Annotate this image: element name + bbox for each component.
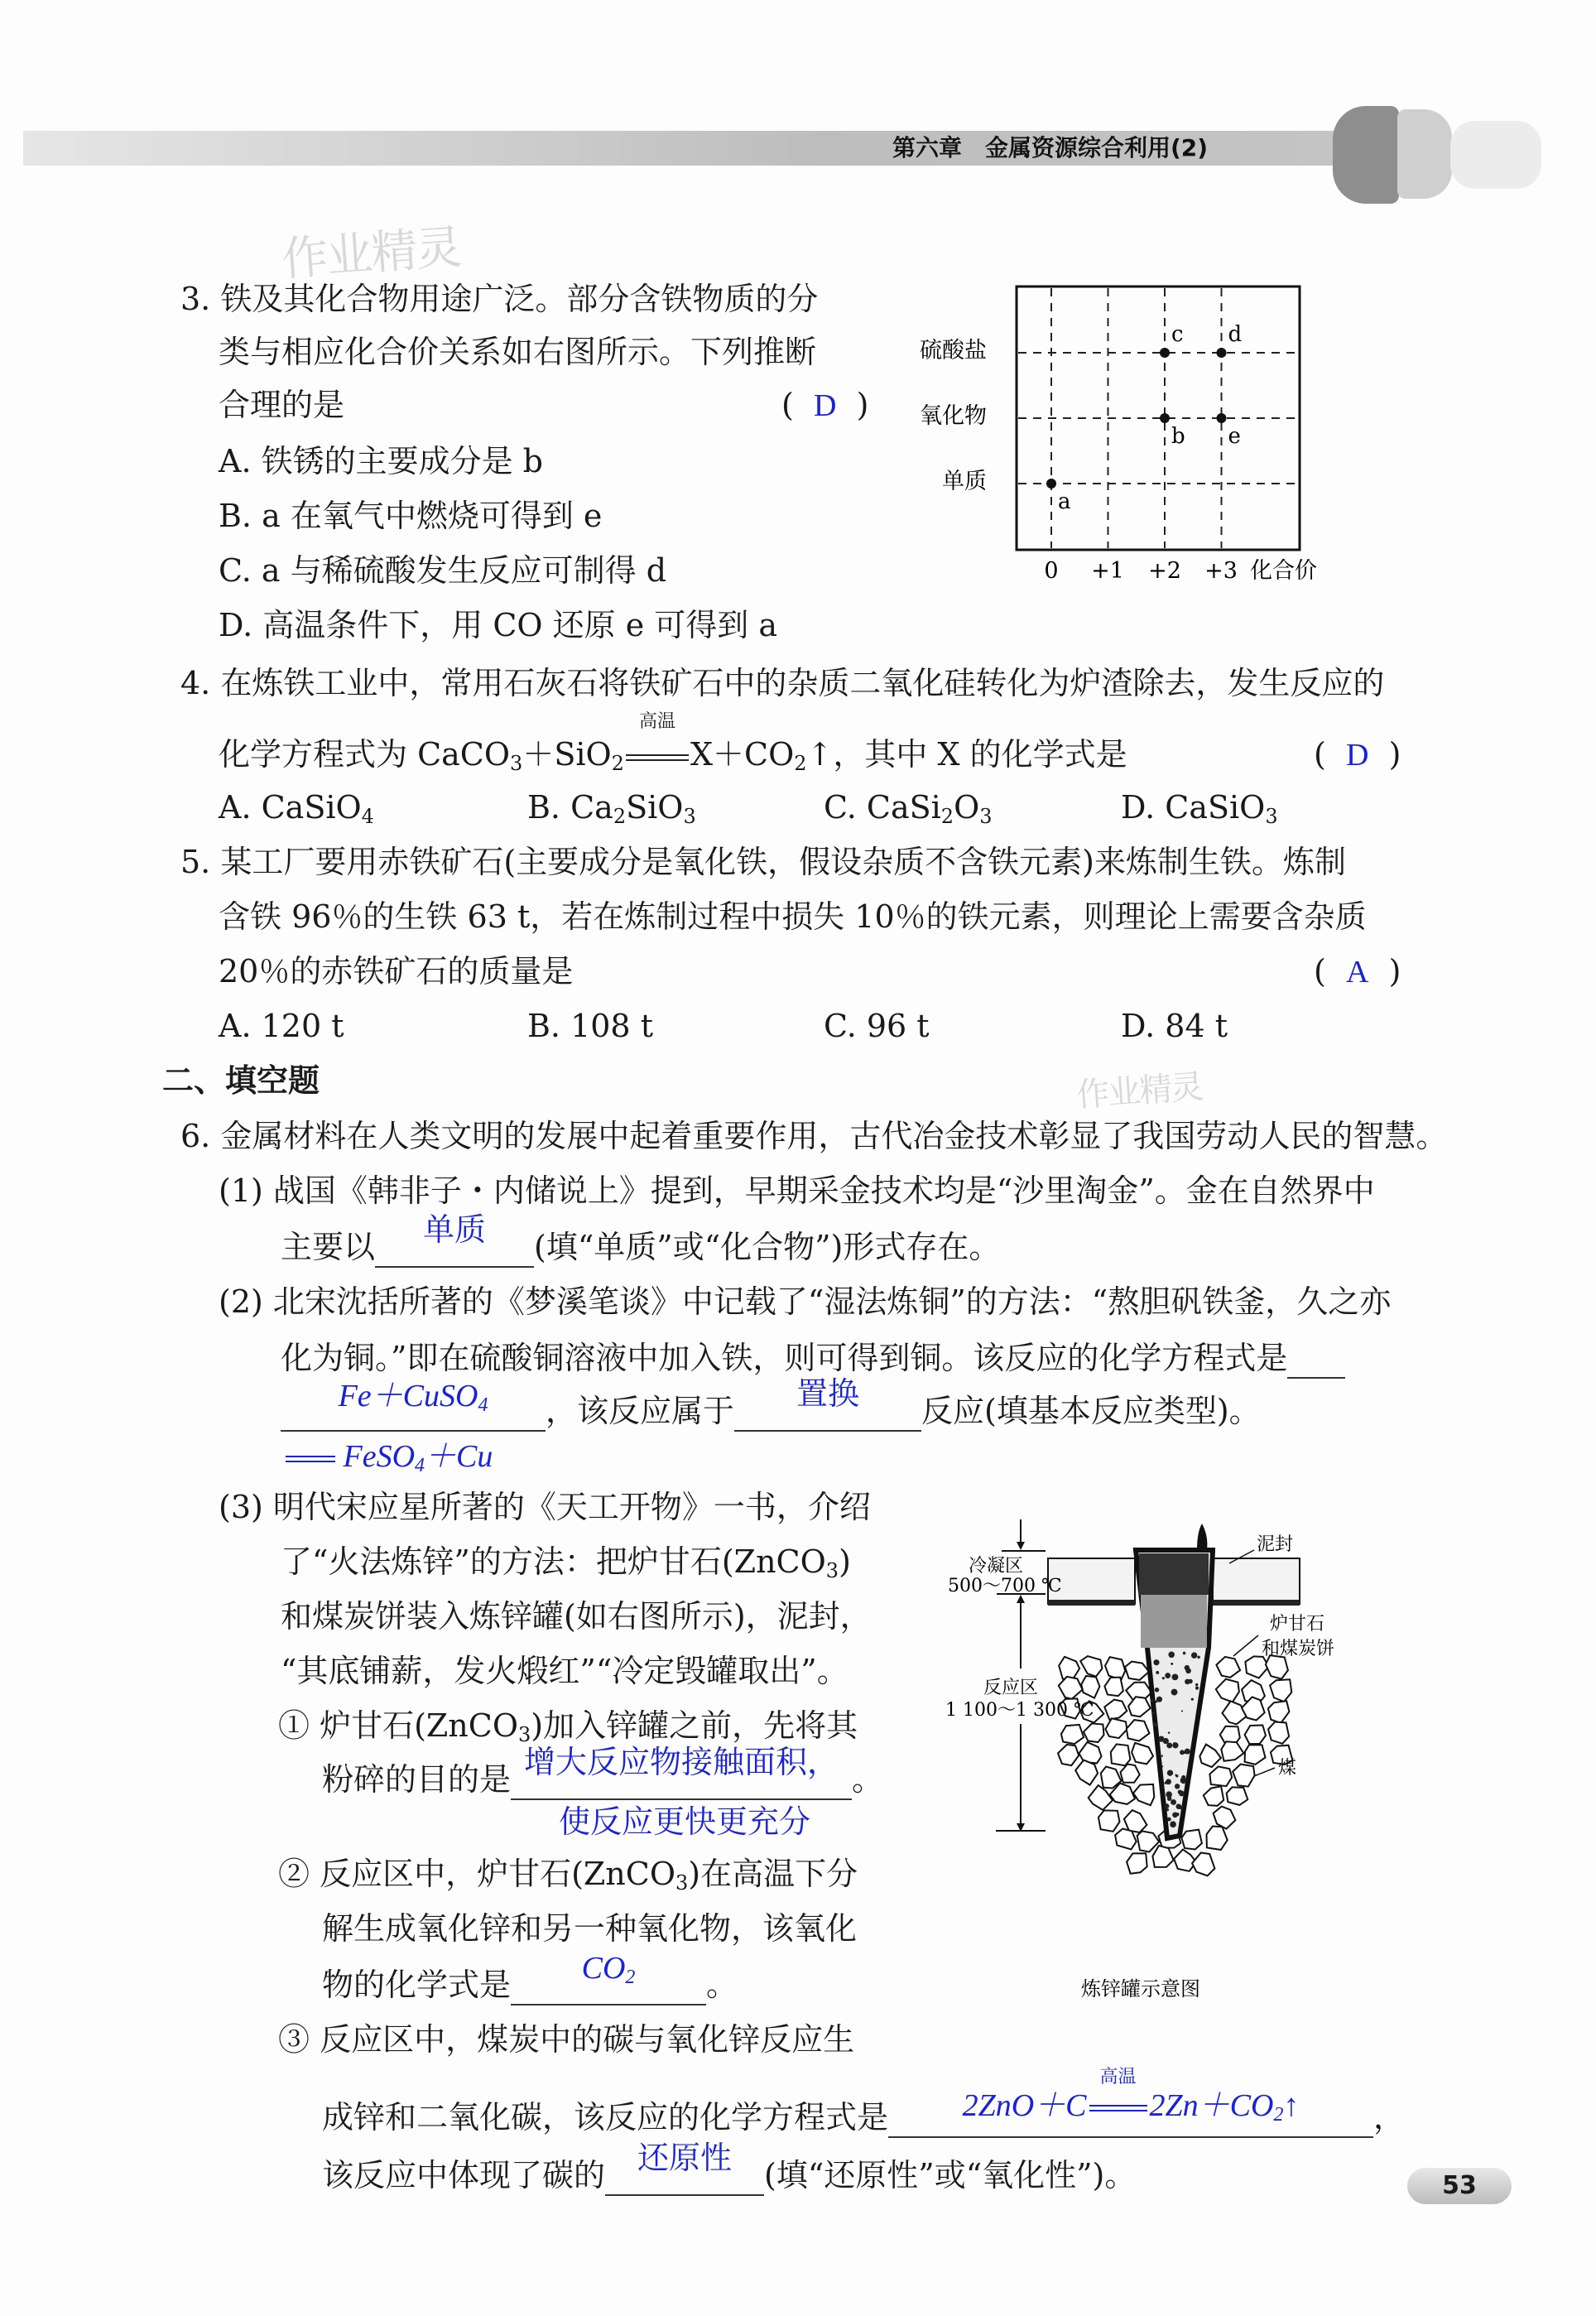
charge-particle — [1152, 1711, 1156, 1714]
coal-lump — [1152, 1846, 1173, 1867]
coal-lump — [1104, 1700, 1127, 1720]
y-label: 单质 — [942, 469, 987, 494]
charge-particle — [1172, 1813, 1178, 1818]
q4-equation: 化学方程式为 CaCO$_3$＋SiO$_2$ 高温 $X+CO_2↑$，其中 X 的化学式是 — [219, 711, 1127, 775]
charge-particle — [1161, 1765, 1163, 1767]
header-tab-decoration — [1333, 106, 1399, 204]
q5-option: D. 84 t — [1121, 1008, 1228, 1044]
q6-intro: 6. 金属材料在人类文明的发展中起着重要作用，古代冶金技术彰显了我国劳动人民的智慧。 — [180, 1118, 1448, 1154]
header-tab-decoration — [1397, 109, 1452, 199]
charge-particle — [1165, 1673, 1171, 1678]
charge-particle — [1168, 1651, 1175, 1658]
coal-lump — [1081, 1676, 1099, 1698]
point-e — [1217, 413, 1227, 423]
q4-option-c: C. $CaSi_2O_3$ — [824, 789, 993, 828]
point-label-b: b — [1171, 424, 1185, 449]
coal-lump — [1268, 1701, 1290, 1723]
label-condense-zone: 冷凝区 — [969, 1556, 1024, 1577]
q4-option-d: D. CaSiO$_3$ — [1121, 789, 1278, 828]
coal-lump — [1207, 1827, 1228, 1851]
q6-3-line: 和煤炭饼装入炼锌罐(如右图所示)，泥封， — [281, 1598, 872, 1635]
coal-lump — [1059, 1677, 1083, 1699]
coal-lump — [1181, 1830, 1202, 1850]
coal-lump — [1080, 1656, 1102, 1677]
charge-particle — [1195, 1683, 1198, 1686]
zinc-furnace-diagram — [927, 1499, 1473, 2029]
coal-lump — [1174, 1850, 1196, 1871]
charge-particle — [1175, 1784, 1180, 1789]
q6-3-1-answer-continued: 使反应更快更充分 — [559, 1805, 811, 1840]
q6-3-2-line: 解生成氧化锌和另一种氧化物，该氧化 — [322, 1910, 858, 1947]
point-label-c: c — [1171, 322, 1184, 347]
charge-particle — [1175, 1774, 1176, 1775]
point-d — [1217, 348, 1227, 358]
coal-lump — [1216, 1657, 1240, 1678]
charge-particle — [1172, 1673, 1179, 1680]
x-tick: +3 — [1204, 558, 1238, 584]
charge-particle — [1166, 1742, 1172, 1748]
q6-3-2-blank[interactable]: $CO_2$ — [511, 1962, 706, 2005]
charge-particle — [1181, 1710, 1183, 1712]
coal-lump — [1233, 1765, 1254, 1787]
coal-lump — [1245, 1656, 1268, 1678]
x-tick: 0 — [1044, 558, 1059, 584]
charge-particle — [1153, 1722, 1157, 1726]
charge-particle — [1162, 1677, 1165, 1679]
coal-lump — [1245, 1726, 1266, 1745]
label-condense-temp: 500～700 ℃ — [948, 1576, 1062, 1596]
charge-particle — [1166, 1808, 1169, 1811]
charge-particle — [1171, 1799, 1176, 1805]
q6-2-type-blank[interactable]: 置换 — [734, 1389, 921, 1432]
charge-particle — [1165, 1781, 1167, 1784]
charge-particle — [1184, 1752, 1185, 1754]
coal-lump — [1061, 1725, 1084, 1744]
q6-3-3-line: 该反应中体现了碳的 还原性 (填“还原性”或“氧化性”)。 — [322, 2153, 1136, 2196]
q6-3-1-line: ① 炉甘石(ZnCO$_3$)加入锌罐之前，先将其 — [278, 1707, 858, 1746]
q6-1-line: (1) 战国《韩非子・内储说上》提到，早期采金技术均是“沙里淘金”。金在自然界中 — [219, 1172, 1375, 1209]
q4-line: 4. 在炼铁工业中，常用石灰石将铁矿石中的杂质二氧化硅转化为炉渣除去，发生反应的 — [180, 665, 1385, 701]
q3-option: B. a 在氧气中燃烧可得到 e — [219, 498, 603, 534]
q5-option: C. 96 t — [824, 1008, 930, 1044]
y-label: 氧化物 — [920, 403, 987, 429]
coal-lump — [1075, 1760, 1098, 1785]
coal-lump — [1227, 1787, 1248, 1805]
charge-particle — [1171, 1689, 1178, 1696]
charge-particle — [1185, 1668, 1191, 1673]
q3-line: 3. 铁及其化合物用途广泛。部分含铁物质的分 — [180, 281, 819, 317]
label-coal: 煤 — [1278, 1758, 1297, 1779]
q5-line: 5. 某工厂要用赤铁矿石(主要成分是氧化铁，假设杂质不含铁元素)来炼制生铁。炼制 — [180, 844, 1346, 880]
x-axis-label: 化合价 — [1250, 558, 1317, 584]
q6-2-line: (2) 北宋沈括所著的《梦溪笔谈》中记载了“湿法炼铜”的方法：“熬胆矾铁釜，久之亦 — [219, 1283, 1392, 1320]
label-reaction-zone: 反应区 — [983, 1678, 1039, 1698]
charge-particle — [1180, 1777, 1187, 1784]
coal-lump — [1270, 1679, 1291, 1702]
q4-option-b: B. $Ca_2SiO_3$ — [527, 789, 696, 828]
charge-particle — [1167, 1770, 1173, 1776]
label-reaction-temp: 1 100～1 300 ℃ — [945, 1700, 1094, 1721]
charge-particle — [1155, 1700, 1157, 1702]
chapter-title: 第六章 金属资源综合利用(2) — [892, 134, 1209, 161]
q6-3-2-line: ② 反应区中，炉甘石(ZnCO$_3$)在高温下分 — [278, 1856, 858, 1895]
charge-particle — [1180, 1806, 1184, 1810]
q6-3-3-property-blank[interactable]: 还原性 — [605, 2153, 764, 2196]
q5-line: 含铁 96％的生铁 63 t，若在炼制过程中损失 10％的铁元素，则理论上需要含杂质 — [219, 898, 1367, 935]
charge-particle — [1153, 1659, 1159, 1665]
coal-lump — [1125, 1662, 1149, 1680]
charge-particle — [1191, 1698, 1194, 1701]
charge-particle — [1155, 1688, 1159, 1692]
charge-particle — [1161, 1755, 1163, 1756]
q6-3-3-equation-blank[interactable]: 2ZnO＋C 高温 $2Zn+CO_2↑$ — [888, 2095, 1373, 2138]
q6-3-line: (3) 明代宋应星所著的《天工开物》一书，介绍 — [219, 1489, 871, 1525]
coal-lump — [1127, 1853, 1147, 1874]
coal-lump — [1098, 1810, 1120, 1831]
coal-lump — [1105, 1657, 1125, 1680]
coal-lump — [1137, 1831, 1159, 1851]
page-number: 53 — [1407, 2168, 1512, 2204]
q3-option: A. 铁锈的主要成分是 b — [219, 443, 544, 479]
q3-answer: D — [813, 388, 837, 423]
coal-lump — [1132, 1743, 1153, 1765]
charge-particle — [1178, 1789, 1182, 1794]
header-tab-decoration — [1450, 121, 1541, 189]
point-label-a: a — [1058, 489, 1071, 514]
charge-particle — [1197, 1656, 1199, 1659]
coal-lump — [1058, 1745, 1079, 1765]
charge-particle — [1188, 1679, 1193, 1684]
charge-particle — [1158, 1736, 1164, 1741]
q6-3-1-blank[interactable]: 增大反应物接触面积， — [511, 1757, 852, 1800]
point-a — [1046, 479, 1056, 489]
x-tick: +1 — [1091, 558, 1124, 584]
point-b — [1160, 413, 1170, 423]
point-label-e: e — [1228, 424, 1241, 449]
q4-answer-bracket: ( D ) — [1314, 736, 1401, 773]
coal-lump — [1127, 1720, 1150, 1741]
q6-3-line: “其底铺薪，发火煅红”“冷定毁罐取出”。 — [281, 1653, 848, 1689]
figure-caption: 炼锌罐示意图 — [1081, 1977, 1200, 2001]
q5-option: B. 108 t — [527, 1008, 653, 1044]
q5-answer-bracket: ( A ) — [1314, 953, 1401, 989]
q3-line: 合理的是 — [219, 387, 345, 423]
label-seal: 泥封 — [1257, 1534, 1294, 1555]
charge-particle — [1168, 1731, 1171, 1734]
point-c — [1160, 348, 1170, 358]
charge-particle — [1171, 1663, 1173, 1665]
reaction-condition: 高温 — [638, 711, 675, 732]
charge-particle — [1156, 1671, 1159, 1674]
q6-1-blank[interactable]: 单质 — [375, 1225, 534, 1268]
coal-lump — [1105, 1718, 1127, 1738]
charge-particle — [1173, 1742, 1175, 1745]
q3-line: 类与相应化合价关系如右图所示。下列推断 — [219, 334, 817, 370]
coal-lump — [1133, 1784, 1154, 1805]
coal-lump — [1089, 1785, 1113, 1810]
coal-lump — [1268, 1722, 1289, 1744]
q6-3-line: 了“火法炼锌”的方法：把炉甘石(ZnCO$_3$) — [281, 1543, 851, 1582]
coal-lump — [1128, 1697, 1151, 1717]
charge-particle — [1180, 1750, 1185, 1755]
q5-line: 20％的赤铁矿石的质量是 — [219, 953, 574, 989]
q6-3-3-line: ③ 反应区中，煤炭中的碳与氧化锌反应生 — [278, 2021, 855, 2058]
q6-3-1-line: 粉碎的目的是 增大反应物接触面积， 。 — [322, 1757, 883, 1800]
q6-1-line: 主要以 单质 (填“单质”或“化合物”)形式存在。 — [281, 1225, 1000, 1268]
label-charge: 炉甘石 — [1270, 1614, 1325, 1635]
coal-lump — [1214, 1807, 1236, 1829]
q6-2-line: 化为铜。”即在硫酸铜溶液中加入铁，则可得到铜。该反应的化学方程式是 — [281, 1336, 1345, 1379]
coal-lump — [1204, 1786, 1223, 1806]
coal-lump — [1121, 1765, 1140, 1783]
q3-option: C. a 与稀硫酸发生反应可制得 d — [219, 552, 667, 589]
watermark: 作业精灵 — [280, 220, 463, 287]
coal-lump — [1111, 1744, 1131, 1765]
charge-particle — [1183, 1652, 1186, 1655]
coal-lump — [1221, 1741, 1243, 1761]
valence-chart — [911, 265, 1449, 596]
charge-particle — [1172, 1692, 1174, 1694]
charge-particle — [1195, 1687, 1199, 1690]
y-label: 硫酸盐 — [920, 338, 987, 364]
charge-particle — [1166, 1791, 1172, 1798]
coal-lump — [1192, 1853, 1214, 1876]
charge-particle — [1170, 1821, 1176, 1827]
coal-lump — [1084, 1723, 1104, 1742]
point-label-d: d — [1228, 322, 1243, 347]
watermark: 作业精灵 — [1074, 1067, 1204, 1115]
coal-lump — [1245, 1745, 1266, 1765]
q5-answer: A — [1345, 955, 1369, 989]
q4-option-a: A. CaSiO$_4$ — [219, 789, 374, 828]
coal-lump — [1199, 1745, 1221, 1768]
charge-particle — [1191, 1652, 1197, 1658]
q3-option: D. 高温条件下，用 CO 还原 e 可得到 a — [219, 607, 778, 643]
q3-answer-bracket: ( D ) — [781, 387, 869, 423]
section-heading: 二、填空题 — [162, 1062, 320, 1099]
q6-3-2-line: 物的化学式是 $CO_2$ 。 — [322, 1962, 738, 2005]
coal-lump — [1079, 1742, 1102, 1763]
charge-particle — [1164, 1803, 1169, 1808]
coal-lump — [1104, 1678, 1123, 1697]
charge-particle — [1167, 1818, 1171, 1822]
q6-2-line: Fe＋CuSO$_4$ ，该反应属于 置换 反应(填基本反应类型)。 — [281, 1389, 1261, 1432]
q6-2-equation-continued: FeSO$_4$＋Cu — [286, 1436, 493, 1477]
charge-particle — [1151, 1699, 1154, 1702]
q4-answer: D — [1345, 738, 1369, 773]
coal-lump — [1059, 1657, 1079, 1679]
coal-lump — [1216, 1679, 1239, 1702]
q6-2-equation-blank[interactable]: Fe＋CuSO$_4$ — [281, 1389, 546, 1432]
coal-lump — [1209, 1766, 1232, 1786]
q6-3-3-line: 成锌和二氧化碳，该反应的化学方程式是 2ZnO＋C 高温 $2Zn+CO_2↑$ ， — [322, 2095, 1405, 2138]
x-tick: +2 — [1148, 558, 1181, 584]
q5-option: A. 120 t — [219, 1008, 344, 1044]
label-charge2: 和煤炭饼 — [1262, 1639, 1335, 1659]
